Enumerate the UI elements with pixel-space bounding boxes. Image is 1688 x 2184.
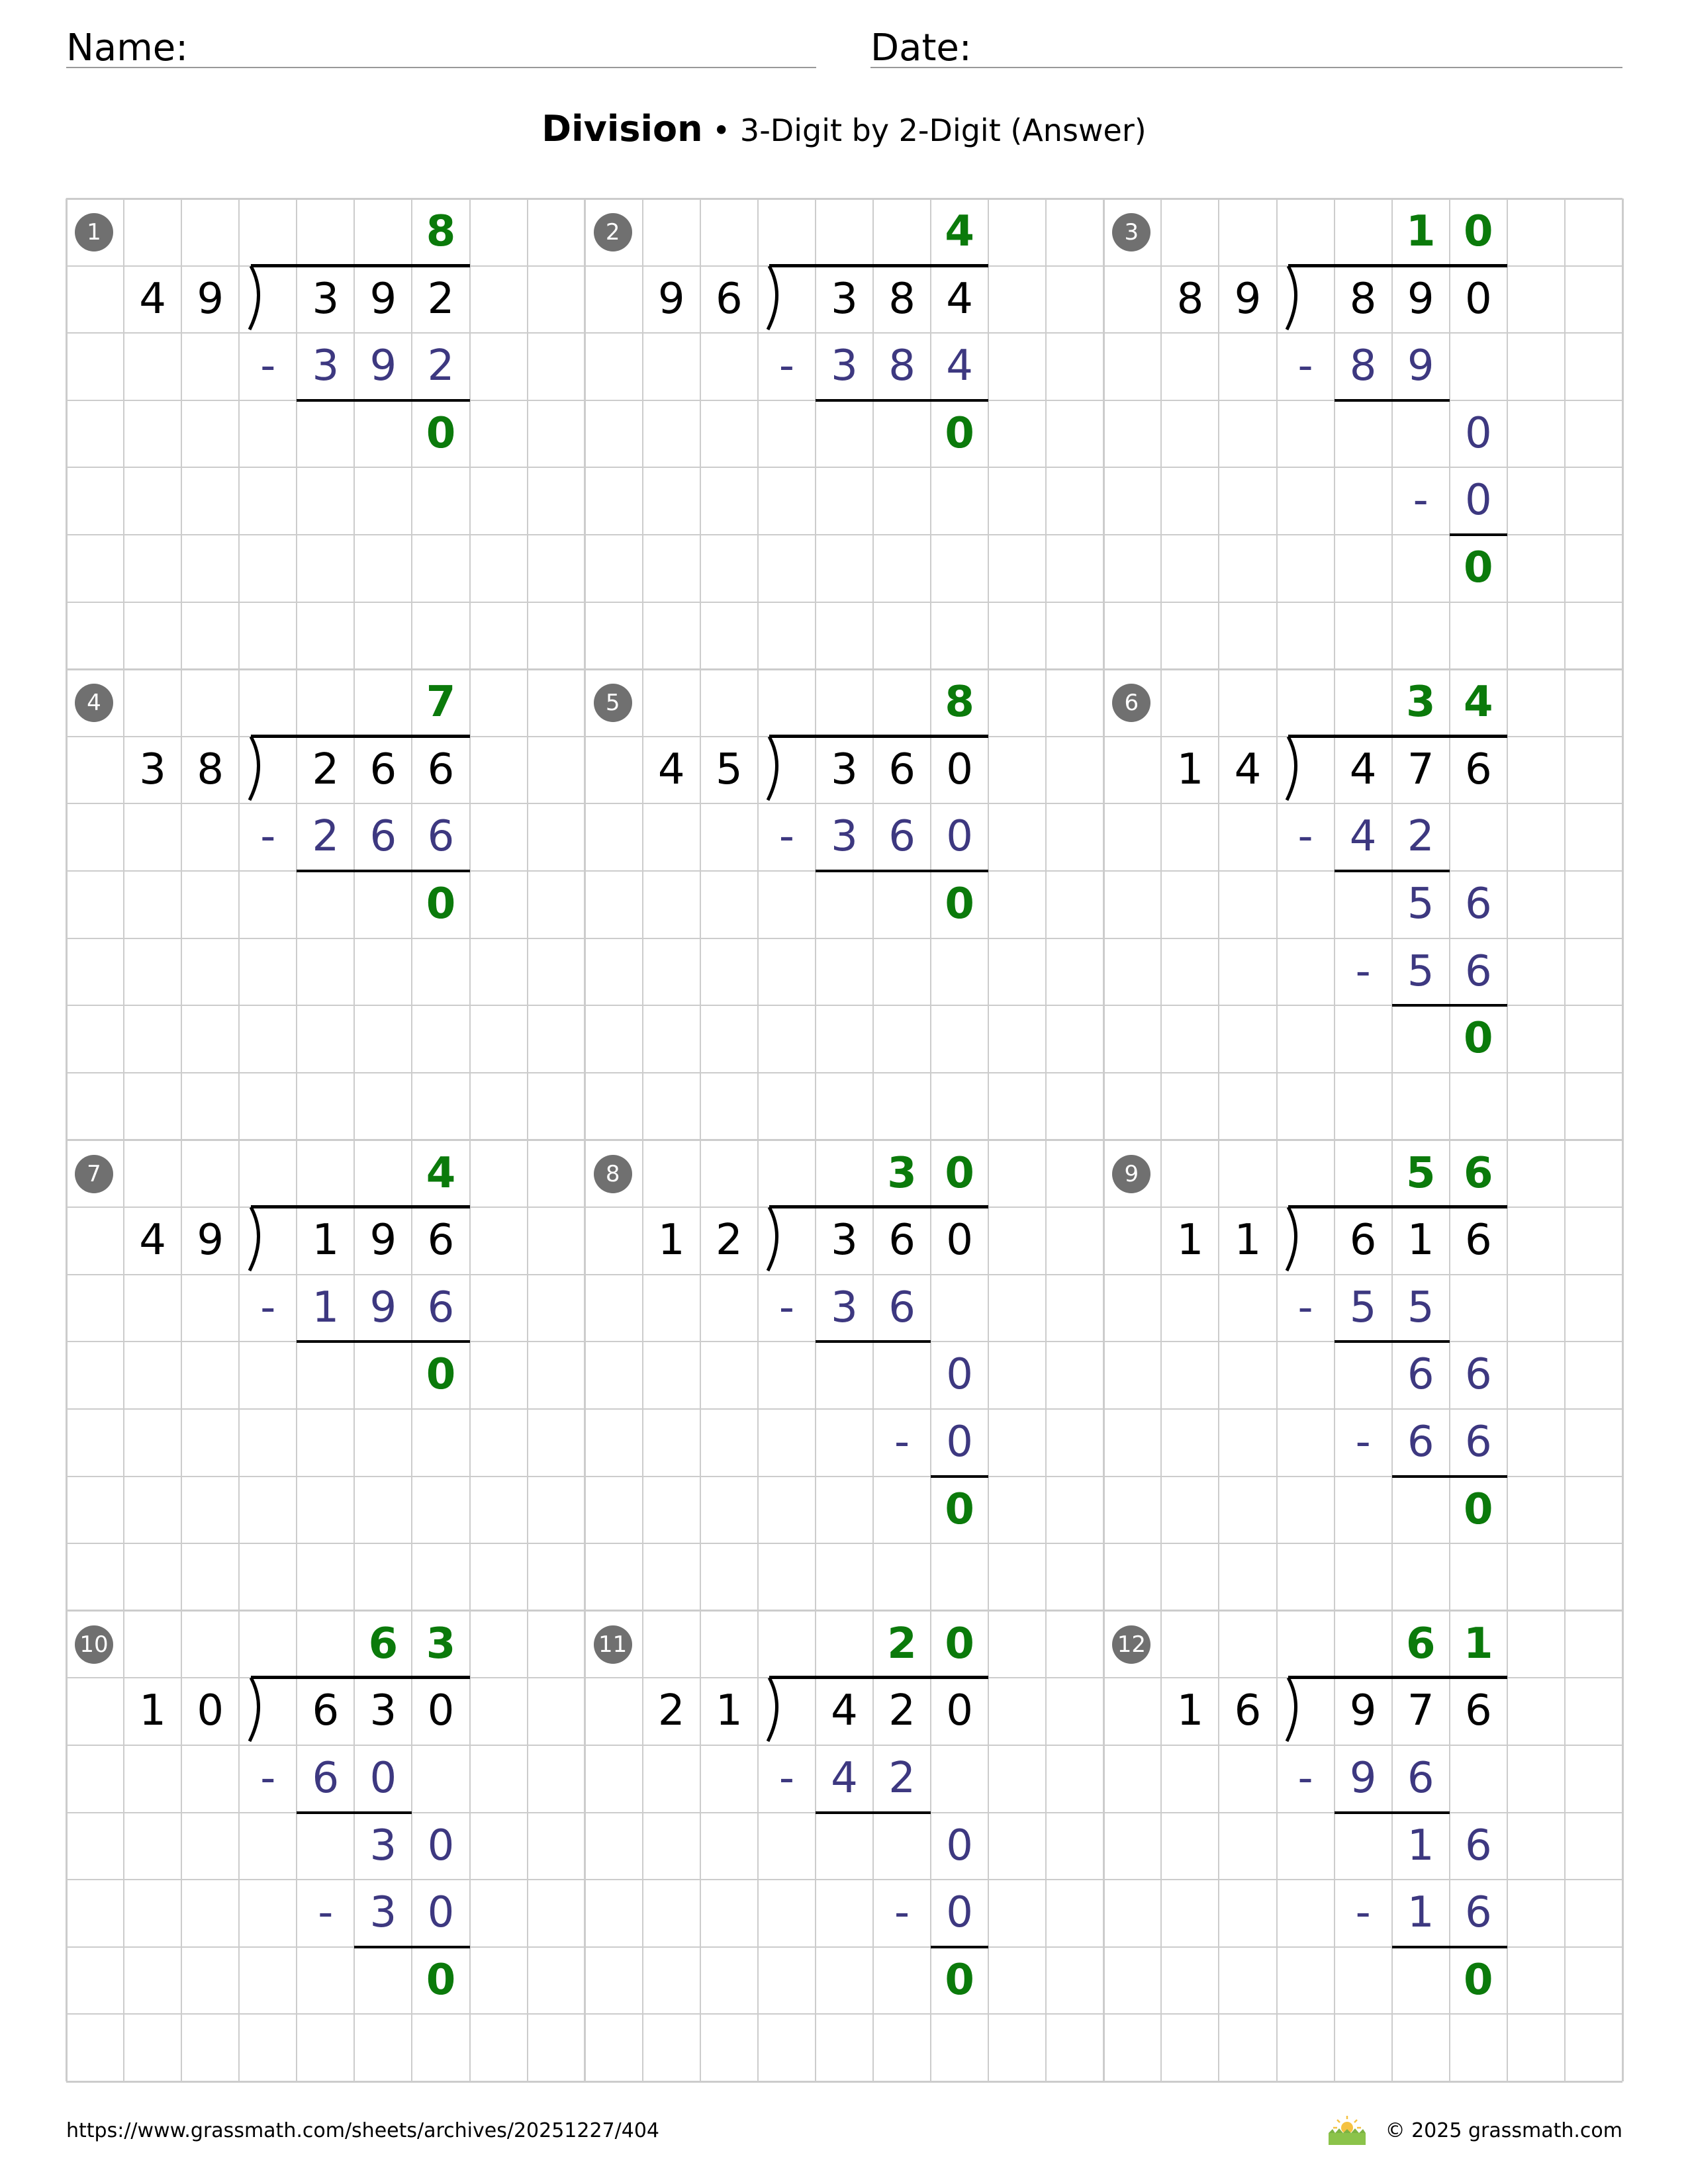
divisor-digit: 1 <box>139 1686 166 1736</box>
division-problem <box>66 1140 585 1611</box>
quotient-digit: 8 <box>945 678 974 727</box>
subtrahend-digit: 3 <box>831 341 858 391</box>
dividend-digit: 3 <box>312 274 340 324</box>
dividend-digit: 3 <box>369 1686 397 1736</box>
final-remainder-digit: 0 <box>426 880 456 929</box>
dividend-digit: 6 <box>427 745 455 794</box>
final-remainder-digit: 0 <box>426 408 456 458</box>
divisor-digit: 9 <box>197 1216 224 1265</box>
title-main: Division <box>541 108 703 150</box>
quotient-digit: 3 <box>887 1148 917 1198</box>
quotient-digit: 3 <box>426 1619 456 1668</box>
divisor-digit: 1 <box>1176 745 1204 794</box>
dividend-digit: 0 <box>946 1216 973 1265</box>
division-bracket-icon <box>244 266 271 334</box>
divisor-digit: 2 <box>715 1216 743 1265</box>
division-bracket-icon <box>763 1207 789 1275</box>
footer-url[interactable]: https://www.grassmath.com/sheets/archives/20251227/404 <box>66 2119 660 2142</box>
dividend-digit: 7 <box>1407 1686 1434 1736</box>
problem-grid <box>66 199 1622 2081</box>
division-problem <box>1103 1611 1622 2081</box>
dividend-digit: 3 <box>831 745 858 794</box>
subtrahend-digit: 2 <box>312 812 340 862</box>
dividend-digit: 0 <box>946 745 973 794</box>
dividend-digit: 6 <box>427 1216 455 1265</box>
problem-number-badge: 12 <box>1112 1625 1150 1664</box>
minus-sign: - <box>894 1417 910 1467</box>
dividend-digit: 6 <box>888 1216 915 1265</box>
division-problem <box>585 1611 1104 2081</box>
dividend-digit: 4 <box>1349 745 1377 794</box>
dividend-digit: 6 <box>1464 745 1492 794</box>
subtrahend-digit: 0 <box>1464 476 1492 525</box>
dividend-digit: 8 <box>1349 274 1377 324</box>
problem-number-badge: 5 <box>594 684 632 722</box>
subtrahend-digit: 8 <box>1349 341 1377 391</box>
minus-sign: - <box>778 1283 794 1332</box>
subtrahend-digit: 4 <box>831 1753 858 1803</box>
subtrahend-digit: 0 <box>946 1888 973 1938</box>
division-bracket-icon <box>1282 266 1308 334</box>
divisor-digit: 8 <box>197 745 224 794</box>
divisor-digit: 9 <box>1234 274 1262 324</box>
final-remainder-digit: 0 <box>1464 1955 1493 2005</box>
remainder-digit: 0 <box>1464 408 1492 458</box>
minus-sign: - <box>1297 1283 1313 1332</box>
quotient-digit: 3 <box>1405 678 1436 727</box>
division-bracket-icon <box>1282 737 1308 804</box>
divisor-digit: 4 <box>657 745 685 794</box>
subtrahend-digit: 9 <box>369 1283 397 1332</box>
title-sub: 3-Digit by 2-Digit (Answer) <box>739 113 1147 148</box>
title-bullet: • <box>702 113 740 148</box>
subtrahend-digit: 6 <box>1464 946 1492 996</box>
quotient-digit: 0 <box>1464 207 1493 256</box>
dividend-digit: 2 <box>312 745 340 794</box>
division-bracket-icon <box>1282 1207 1308 1275</box>
subtrahend-digit: 2 <box>1407 812 1434 862</box>
dividend-digit: 8 <box>888 274 915 324</box>
division-problem <box>66 669 585 1140</box>
subtrahend-digit: 2 <box>888 1753 915 1803</box>
dividend-digit: 4 <box>831 1686 858 1736</box>
problem-number-badge: 9 <box>1112 1155 1150 1193</box>
quotient-digit: 5 <box>1405 1148 1436 1198</box>
final-remainder-digit: 0 <box>945 408 974 458</box>
minus-sign: - <box>1297 1753 1313 1803</box>
divisor-digit: 9 <box>657 274 685 324</box>
divisor-digit: 1 <box>1176 1686 1204 1736</box>
division-problem <box>585 1140 1104 1611</box>
remainder-digit: 5 <box>1407 880 1434 929</box>
subtraction-line <box>1335 399 1450 402</box>
remainder-digit: 6 <box>1464 1350 1492 1400</box>
divisor-digit: 4 <box>139 1216 166 1265</box>
final-remainder-digit: 0 <box>945 1955 974 2005</box>
division-bracket-icon <box>763 1678 789 1745</box>
quotient-digit: 0 <box>945 1619 974 1668</box>
division-problem <box>585 199 1104 669</box>
date-label: Date: <box>870 26 972 69</box>
dividend-digit: 3 <box>831 1216 858 1265</box>
minus-sign: - <box>318 1888 334 1938</box>
subtrahend-digit: 6 <box>888 812 915 862</box>
division-bracket-icon <box>763 266 789 334</box>
problem-number-badge: 2 <box>594 213 632 251</box>
subtrahend-digit: 3 <box>369 1888 397 1938</box>
subtrahend-digit: 3 <box>831 812 858 862</box>
quotient-digit: 2 <box>887 1619 917 1668</box>
remainder-digit: 6 <box>1464 880 1492 929</box>
final-remainder-digit: 0 <box>945 880 974 929</box>
subtrahend-digit: 5 <box>1349 1283 1377 1332</box>
divisor-digit: 5 <box>715 745 743 794</box>
name-label: Name: <box>66 26 189 69</box>
division-bracket-icon <box>244 1678 271 1745</box>
dividend-digit: 9 <box>1407 274 1434 324</box>
minus-sign: - <box>260 812 276 862</box>
remainder-digit: 6 <box>1407 1350 1434 1400</box>
grass-logo-icon <box>1326 2113 1368 2146</box>
dividend-digit: 1 <box>312 1216 340 1265</box>
subtrahend-digit: 1 <box>1407 1888 1434 1938</box>
dividend-digit: 6 <box>1464 1216 1492 1265</box>
division-problem <box>585 669 1104 1140</box>
final-remainder-digit: 0 <box>1464 1484 1493 1534</box>
subtrahend-digit: 4 <box>946 341 973 391</box>
problem-number-badge: 4 <box>75 684 113 722</box>
quotient-digit: 4 <box>426 1148 456 1198</box>
division-bracket-icon <box>1282 1678 1308 1745</box>
quotient-digit: 7 <box>426 678 456 727</box>
dividend-digit: 6 <box>312 1686 340 1736</box>
minus-sign: - <box>778 1753 794 1803</box>
dividend-digit: 3 <box>831 274 858 324</box>
date-line[interactable] <box>870 67 1622 68</box>
minus-sign: - <box>1355 1417 1371 1467</box>
minus-sign: - <box>894 1888 910 1938</box>
subtrahend-digit: 6 <box>1407 1417 1434 1467</box>
division-problem <box>1103 669 1622 1140</box>
minus-sign: - <box>260 1283 276 1332</box>
division-problem <box>66 1611 585 2081</box>
divisor-digit: 9 <box>197 274 224 324</box>
problem-number-badge: 1 <box>75 213 113 251</box>
quotient-digit: 0 <box>945 1148 974 1198</box>
subtrahend-digit: 9 <box>369 341 397 391</box>
division-problem <box>66 199 585 669</box>
quotient-digit: 1 <box>1464 1619 1493 1668</box>
problem-number-badge: 11 <box>594 1625 632 1664</box>
subtrahend-digit: 9 <box>1407 341 1434 391</box>
worksheet-title <box>0 106 1688 154</box>
remainder-digit: 6 <box>1464 1821 1492 1870</box>
subtrahend-digit: 8 <box>888 341 915 391</box>
divisor-digit: 4 <box>139 274 166 324</box>
dividend-digit: 6 <box>1349 1216 1377 1265</box>
final-remainder-digit: 0 <box>945 1484 974 1534</box>
dividend-digit: 4 <box>946 274 973 324</box>
dividend-digit: 0 <box>427 1686 455 1736</box>
problem-number-badge: 6 <box>1112 684 1150 722</box>
subtrahend-digit: 6 <box>888 1283 915 1332</box>
quotient-digit: 6 <box>368 1619 399 1668</box>
quotient-digit: 6 <box>1464 1148 1493 1198</box>
subtrahend-digit: 0 <box>369 1753 397 1803</box>
subtrahend-digit: 1 <box>312 1283 340 1332</box>
dividend-digit: 0 <box>946 1686 973 1736</box>
dividend-digit: 2 <box>427 274 455 324</box>
divisor-digit: 0 <box>197 1686 224 1736</box>
final-remainder-digit: 0 <box>1464 1014 1493 1064</box>
subtrahend-digit: 0 <box>427 1888 455 1938</box>
subtrahend-digit: 0 <box>946 812 973 862</box>
divisor-digit: 8 <box>1176 274 1204 324</box>
division-problem <box>1103 1140 1622 1611</box>
subtraction-line <box>816 1811 931 1814</box>
minus-sign: - <box>260 1753 276 1803</box>
dividend-digit: 9 <box>1349 1686 1377 1736</box>
remainder-digit: 0 <box>946 1350 973 1400</box>
divisor-digit: 3 <box>139 745 166 794</box>
problem-number-badge: 10 <box>75 1625 113 1664</box>
divisor-digit: 2 <box>657 1686 685 1736</box>
dividend-digit: 1 <box>1407 1216 1434 1265</box>
subtrahend-digit: 6 <box>427 812 455 862</box>
minus-sign: - <box>778 812 794 862</box>
subtrahend-digit: 3 <box>312 341 340 391</box>
subtrahend-digit: 6 <box>312 1753 340 1803</box>
divisor-digit: 4 <box>1234 745 1262 794</box>
division-bracket-icon <box>244 1207 271 1275</box>
minus-sign: - <box>1355 946 1371 996</box>
minus-sign: - <box>1297 812 1313 862</box>
divisor-digit: 1 <box>1234 1216 1262 1265</box>
final-remainder-digit: 0 <box>426 1955 456 2005</box>
dividend-digit: 6 <box>1464 1686 1492 1736</box>
divisor-digit: 1 <box>1176 1216 1204 1265</box>
division-bracket-icon <box>244 737 271 804</box>
divisor-digit: 6 <box>1234 1686 1262 1736</box>
subtrahend-digit: 6 <box>369 812 397 862</box>
subtrahend-digit: 9 <box>1349 1753 1377 1803</box>
minus-sign: - <box>1413 476 1429 525</box>
remainder-digit: 1 <box>1407 1821 1434 1870</box>
subtrahend-digit: 6 <box>1464 1888 1492 1938</box>
divisor-digit: 1 <box>657 1216 685 1265</box>
division-bracket-icon <box>763 737 789 804</box>
minus-sign: - <box>778 341 794 391</box>
problem-number-badge: 7 <box>75 1155 113 1193</box>
minus-sign: - <box>1297 341 1313 391</box>
dividend-digit: 9 <box>369 1216 397 1265</box>
quotient-digit: 1 <box>1405 207 1436 256</box>
minus-sign: - <box>1355 1888 1371 1938</box>
minus-sign: - <box>260 341 276 391</box>
quotient-digit: 4 <box>945 207 974 256</box>
dividend-digit: 9 <box>369 274 397 324</box>
subtrahend-digit: 5 <box>1407 946 1434 996</box>
remainder-digit: 0 <box>946 1821 973 1870</box>
subtrahend-digit: 6 <box>1464 1417 1492 1467</box>
quotient-digit: 6 <box>1405 1619 1436 1668</box>
dividend-digit: 6 <box>888 745 915 794</box>
problem-number-badge: 8 <box>594 1155 632 1193</box>
dividend-digit: 0 <box>1464 274 1492 324</box>
quotient-digit: 8 <box>426 207 456 256</box>
footer-copyright: © 2025 grassmath.com <box>1385 2119 1622 2142</box>
subtrahend-digit: 6 <box>427 1283 455 1332</box>
final-remainder-digit: 0 <box>1464 543 1493 593</box>
subtrahend-digit: 3 <box>831 1283 858 1332</box>
subtraction-line <box>816 1340 931 1343</box>
division-problem <box>1103 199 1622 669</box>
dividend-digit: 2 <box>888 1686 915 1736</box>
remainder-digit: 0 <box>427 1821 455 1870</box>
divisor-digit: 6 <box>715 274 743 324</box>
subtrahend-digit: 4 <box>1349 812 1377 862</box>
dividend-digit: 7 <box>1407 745 1434 794</box>
subtrahend-digit: 2 <box>427 341 455 391</box>
divisor-digit: 1 <box>715 1686 743 1736</box>
quotient-digit: 4 <box>1464 678 1493 727</box>
remainder-digit: 3 <box>369 1821 397 1870</box>
name-line[interactable] <box>66 67 816 68</box>
subtrahend-digit: 0 <box>946 1417 973 1467</box>
subtrahend-digit: 6 <box>1407 1753 1434 1803</box>
final-remainder-digit: 0 <box>426 1350 456 1400</box>
problem-number-badge: 3 <box>1112 213 1150 251</box>
dividend-digit: 6 <box>369 745 397 794</box>
subtrahend-digit: 5 <box>1407 1283 1434 1332</box>
